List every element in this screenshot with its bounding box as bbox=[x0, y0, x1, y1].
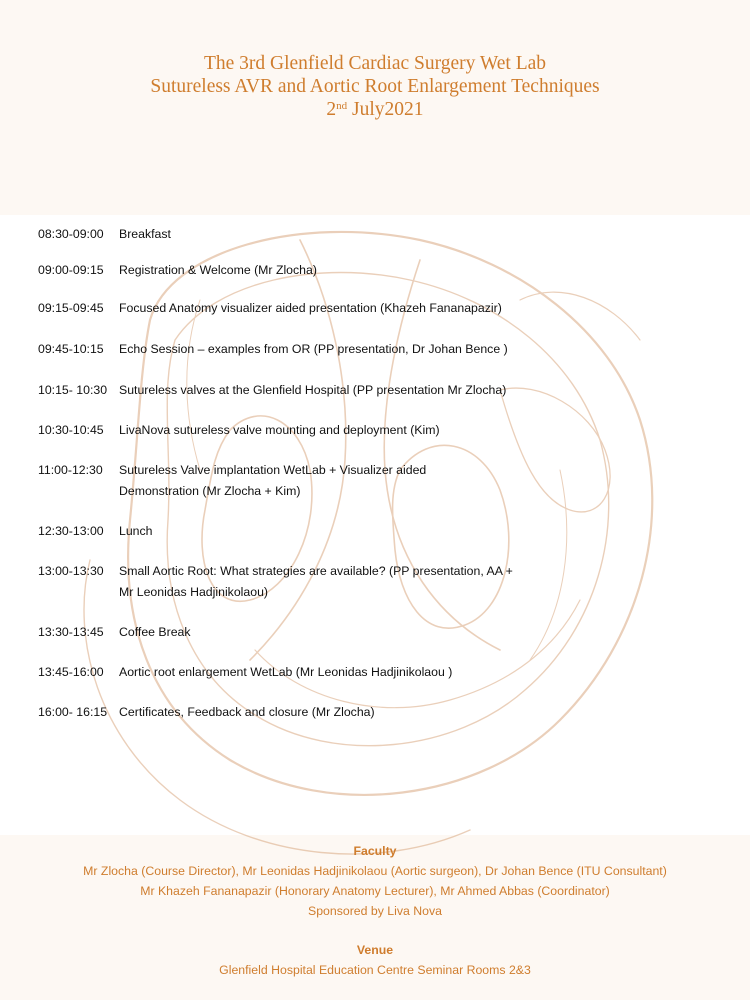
course-title-block bbox=[0, 52, 750, 121]
schedule-description: Demonstration (Mr Zlocha + Kim) bbox=[119, 484, 301, 498]
schedule-description: Certificates, Feedback and closure (Mr Zlocha) bbox=[119, 705, 375, 719]
schedule-description: Focused Anatomy visualizer aided presentation (Khazeh Fananapazir) bbox=[119, 301, 502, 315]
schedule-description: Breakfast bbox=[119, 227, 171, 241]
schedule-time: 10:15- 10:30 bbox=[38, 383, 108, 397]
footer-spacer bbox=[0, 921, 750, 940]
schedule-description: Sutureless Valve implantation WetLab + Visualizer aided bbox=[119, 463, 427, 477]
schedule-description: Coffee Break bbox=[119, 625, 191, 639]
schedule-time: 08:30-09:00 bbox=[38, 227, 104, 241]
schedule-description: Lunch bbox=[119, 524, 153, 538]
schedule-time: 13:45-16:00 bbox=[38, 665, 104, 679]
faculty-line: Mr Zlocha (Course Director), Mr Leonidas Hadjinikolaou (Aortic surgeon), Dr Johan Bence (ITU Consultant) bbox=[83, 864, 667, 878]
footer-block bbox=[0, 841, 750, 980]
faculty-heading: Faculty bbox=[353, 844, 397, 858]
date-day: 2 bbox=[326, 99, 337, 120]
date-month-year: July2021 bbox=[347, 99, 424, 120]
schedule-time: 16:00- 16:15 bbox=[38, 705, 108, 719]
faculty-line: Mr Khazeh Fananapazir (Honorary Anatomy Lecturer), Mr Ahmed Abbas (Coordinator) bbox=[140, 884, 610, 898]
schedule-time: 09:45-10:15 bbox=[38, 342, 104, 356]
schedule-time: 09:00-09:15 bbox=[38, 263, 104, 277]
venue-line: Glenfield Hospital Education Centre Seminar Rooms 2&3 bbox=[219, 963, 531, 977]
schedule-time: 10:30-10:45 bbox=[38, 423, 104, 437]
course-subtitle: Sutureless AVR and Aortic Root Enlargement Techniques bbox=[150, 76, 600, 97]
schedule-description: Small Aortic Root: What strategies are available? (PP presentation, AA + bbox=[119, 564, 513, 578]
schedule-description: LivaNova sutureless valve mounting and deployment (Kim) bbox=[119, 423, 440, 437]
schedule-time: 11:00-12:30 bbox=[38, 463, 103, 477]
schedule-time: 12:30-13:00 bbox=[38, 524, 104, 538]
schedule-description: Sutureless valves at the Glenfield Hospital (PP presentation Mr Zlocha) bbox=[119, 383, 507, 397]
course-date bbox=[0, 98, 750, 121]
sponsor-line: Sponsored by Liva Nova bbox=[308, 904, 442, 918]
schedule-description: Aortic root enlargement WetLab (Mr Leonidas Hadjinikolaou ) bbox=[119, 665, 453, 679]
course-title: The 3rd Glenfield Cardiac Surgery Wet Lab bbox=[203, 53, 547, 74]
date-suffix: nd bbox=[336, 100, 348, 112]
schedule-description: Registration & Welcome (Mr Zlocha) bbox=[119, 263, 317, 277]
schedule-time: 13:30-13:45 bbox=[38, 625, 104, 639]
schedule-time: 09:15-09:45 bbox=[38, 301, 104, 315]
schedule-description: Mr Leonidas Hadjinikolaou) bbox=[119, 585, 269, 599]
venue-heading: Venue bbox=[356, 943, 394, 957]
schedule-description: Echo Session – examples from OR (PP presentation, Dr Johan Bence ) bbox=[119, 342, 508, 356]
schedule-time: 13:00-13:30 bbox=[38, 564, 104, 578]
